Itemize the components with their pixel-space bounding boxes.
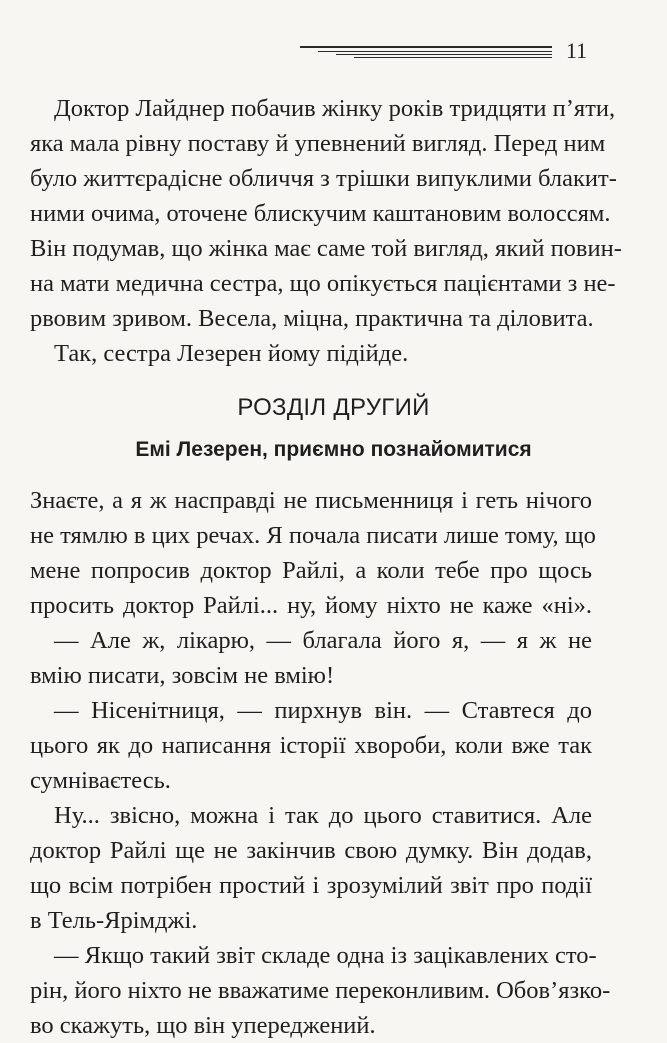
text-line: не тямлю в цих речах. Я почала писати лише тому, що: [30, 522, 596, 549]
header-rule: [300, 46, 552, 60]
text-line: доктор Райлі ще не закінчив свою думку. Він додав,: [30, 837, 592, 864]
text-line: просить доктор Райлі... ну, йому ніхто не каже «ні».: [30, 592, 592, 619]
text-line: Доктор Лайднер побачив жінку років тридцяти п’яти,: [54, 95, 616, 122]
text-line: рін, його ніхто не вважатиме переконливим. Обов’язко-: [30, 977, 611, 1004]
page-number: 11: [566, 38, 588, 63]
text-line: в Тель-Ярімджі.: [30, 907, 198, 934]
chapter-subtitle: Емі Лезерен, приємно познайомитися: [135, 438, 532, 461]
text-line: Так, сестра Лезерен йому підійде.: [54, 340, 409, 367]
text-line: яка мала рівну поставу й упевнений вигляд. Перед ним: [30, 130, 606, 157]
text-line: цього як до написання історії хвороби, коли вже так: [30, 732, 592, 759]
text-line: Знаєте, а я ж насправді не письменниця і геть нічого: [30, 487, 592, 514]
text-line: рвовим зривом. Весела, міцна, практична та діловита.: [30, 305, 594, 332]
text-line: ними очима, оточене блискучим каштановим волоссям.: [30, 200, 611, 227]
text-line: сумніваєтесь.: [30, 767, 171, 794]
text-line: Він подумав, що жінка має саме той вигляд, який повин-: [30, 235, 622, 262]
chapter-title: РОЗДІЛ ДРУГИЙ: [237, 394, 430, 421]
text-line: — Але ж, лікарю, — благала його я, — я ж не: [54, 627, 592, 654]
text-line: вмію писати, зовсім не вмію!: [30, 662, 335, 689]
body-paragraphs: [30, 483, 611, 1043]
text-line: мене попросив доктор Райлі, а коли тебе про щось: [30, 557, 592, 584]
text-line: Ну... звісно, можна і так до цього ставитися. Але: [54, 802, 592, 829]
text-line: було життєрадісне обличчя з трішки випуклими блакит-: [30, 165, 617, 192]
text-line: на мати медична сестра, що опікується пацієнтами з не-: [30, 270, 616, 297]
text-line: що всім потрібен простий і зрозумілий звіт про події: [30, 872, 592, 899]
text-line: во скажуть, що він упереджений.: [30, 1012, 376, 1039]
text-line: — Нісенітниця, — пирхнув він. — Ставтеся до: [54, 697, 592, 724]
intro-paragraphs: [30, 91, 622, 371]
text-line: — Якщо такий звіт складе одна із зацікавлених сто-: [54, 942, 597, 969]
